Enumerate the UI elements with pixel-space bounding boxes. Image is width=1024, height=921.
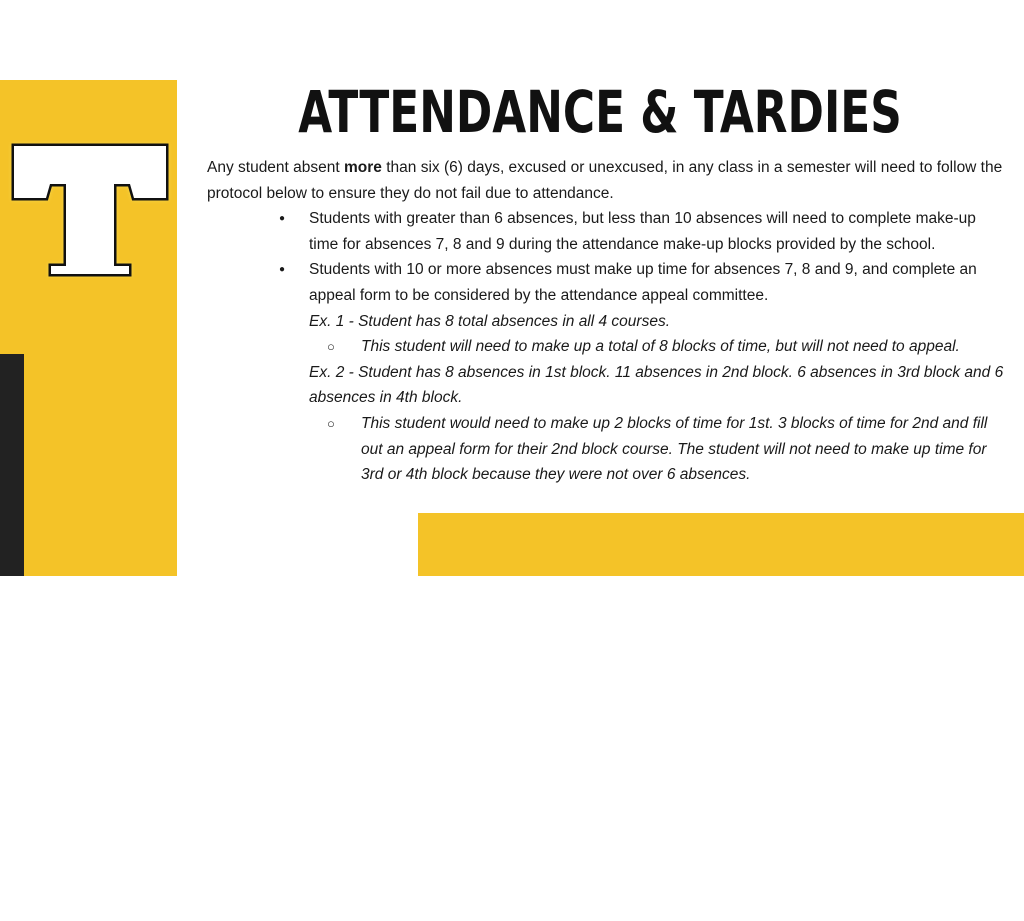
list-item: ○ This student would need to make up 2 blocks of time for 1st. 3 blocks of time for 2nd and fill out an appeal form for their 2nd block course. The student will not need to make up time for 3rd or 4th block because they were not over 6 absences.: [207, 411, 1007, 488]
example-label: Ex. 1 - Student has 8 total absences in all 4 courses.: [309, 312, 671, 330]
list-item: ○ This student will need to make up a total of 8 blocks of time, but will not need to appeal.: [207, 334, 1007, 360]
credit-text: SLIDESMANIA.COM: [5, 820, 19, 921]
bullet-circle-icon: ○: [327, 339, 335, 355]
intro-paragraph: Any student absent more than six (6) days, excused or unexcused, in any class in a semester will need to follow the protocol below to ensure they do not fail due to attendance.: [207, 159, 1003, 202]
slide-title: ATTENDANCE & TARDIES: [298, 78, 902, 146]
slide-body: [207, 155, 1007, 488]
t-logo: [8, 140, 172, 278]
logo-letter: T: [89, 250, 91, 251]
bottom-accent-band: [418, 513, 1024, 576]
list-item: ● Students with greater than 6 absences, but less than 10 absences will need to complete make-up time for absences 7, 8 and 9 during the attendance make-up blocks provided by the school.: [207, 206, 1007, 257]
bullet-dot-icon: ●: [279, 213, 286, 225]
list-item: ● Students with 10 or more absences must make up time for absences 7, 8 and 9, and complete an appeal form to be considered by the attendance appeal committee.: [207, 257, 1007, 308]
side-dark-strip: [0, 354, 24, 921]
bullet-dot-icon: ●: [279, 264, 286, 276]
emphasis-more: more: [344, 159, 382, 176]
example-label: Ex. 2 - Student has 8 absences in 1st block. 11 absences in 2nd block. 6 absences in 3rd block and 6 absences in 4th block.: [309, 363, 1004, 407]
bullet-circle-icon: ○: [327, 415, 335, 431]
